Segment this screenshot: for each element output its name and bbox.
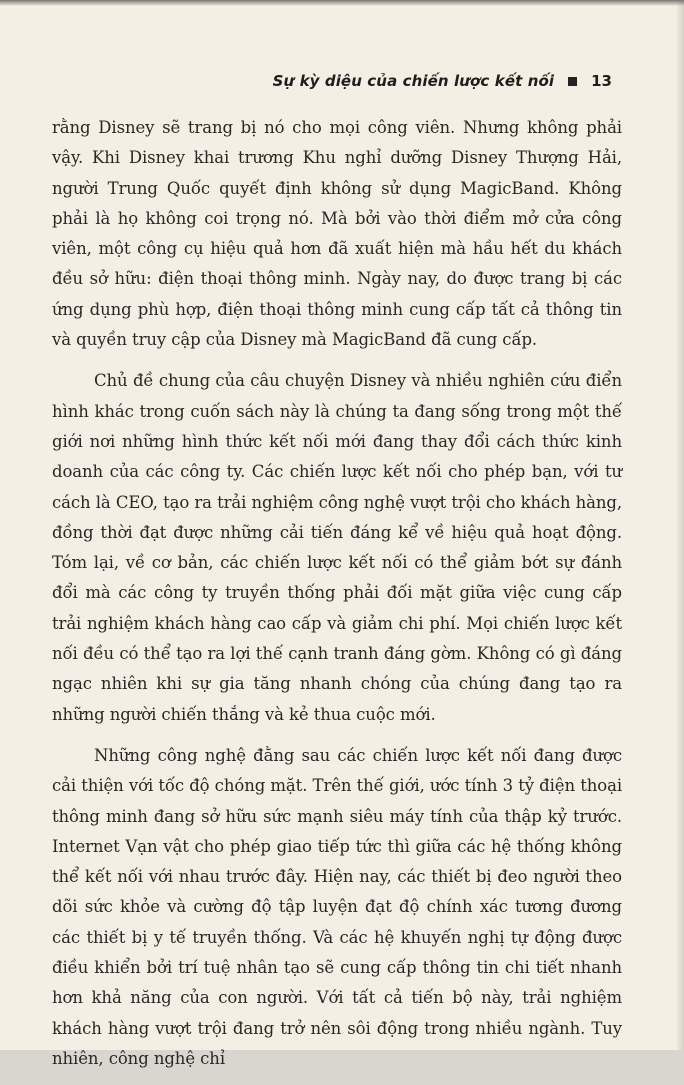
page-number: 13 xyxy=(591,72,612,90)
page-right-edge xyxy=(676,0,684,1050)
paragraph-3: Những công nghệ đằng sau các chiến lược kết nối đang được cải thiện với tốc độ chóng mặt. Trên thế giới, ước tính 3 tỷ điện thoại thông minh đang sở hữu sức mạnh siêu máy tính của thập kỷ trước. Internet Vạn vật cho phép giao tiếp tức thì giữa các hệ thống không thể kết nối với nhau trước đây. Hiện nay, các thiết bị đeo người theo dõi sức khỏe và cường độ tập luyện đạt độ chính xác tương đương các thiết bị y tế truyền thống. Và các hệ khuyến nghị tự động được điều khiển bởi trí tuệ nhân tạo sẽ cung cấp thông tin chi tiết nhanh hơn khả năng của con người. Với tất cả tiến bộ này, trải nghiệm khách hàng vượt trội đang trở nên sôi động trong nhiều ngành. Tuy nhiên, công nghệ chỉ xyxy=(52,745,622,1068)
running-title: Sự kỳ diệu của chiến lược kết nối xyxy=(272,72,555,90)
body-text xyxy=(52,113,622,1085)
square-bullet-icon xyxy=(568,77,577,86)
paragraph-2: Chủ đề chung của câu chuyện Disney và nhiều nghiên cứu điển hình khác trong cuốn sách này là chúng ta đang sống trong một thế giới nơi những hình thức kết nối mới đang thay đổi cách thức kinh doanh của các công ty. Các chiến lược kết nối cho phép bạn, với tư cách là CEO, tạo ra trải nghiệm công nghệ vượt trội cho khách hàng, đồng thời đạt được những cải tiến đáng kể về hiệu quả hoạt động. Tóm lại, về cơ bản, các chiến lược kết nối có thể giảm bớt sự đánh đổi mà các công ty truyền thống phải đối mặt giữa việc cung cấp trải nghiệm khách hàng cao cấp và giảm chi phí. Mọi chiến lược kết nối đều có thể tạo ra lợi thế cạnh tranh đáng gờm. Không có gì đáng ngạc nhiên khi sự gia tăng nhanh chóng của chúng đang tạo ra những người chiến thắng và kẻ thua cuộc mới. xyxy=(52,371,622,724)
running-header xyxy=(273,72,612,90)
page-top-edge xyxy=(0,0,684,6)
paragraph-1: rằng Disney sẽ trang bị nó cho mọi công viên. Nhưng không phải vậy. Khi Disney khai trương Khu nghỉ dưỡng Disney Thượng Hải, người Trung Quốc quyết định không sử dụng MagicBand. Không phải là họ không coi trọng nó. Mà bởi vào thời điểm mở cửa công viên, một công cụ hiệu quả hơn đã xuất hiện mà hầu hết du khách đều sở hữu: điện thoại thông minh. Ngày nay, do được trang bị các ứng dụng phù hợp, điện thoại thông minh cung cấp tất cả thông tin và quyền truy cập của Disney mà MagicBand đã cung cấp. xyxy=(52,118,622,350)
